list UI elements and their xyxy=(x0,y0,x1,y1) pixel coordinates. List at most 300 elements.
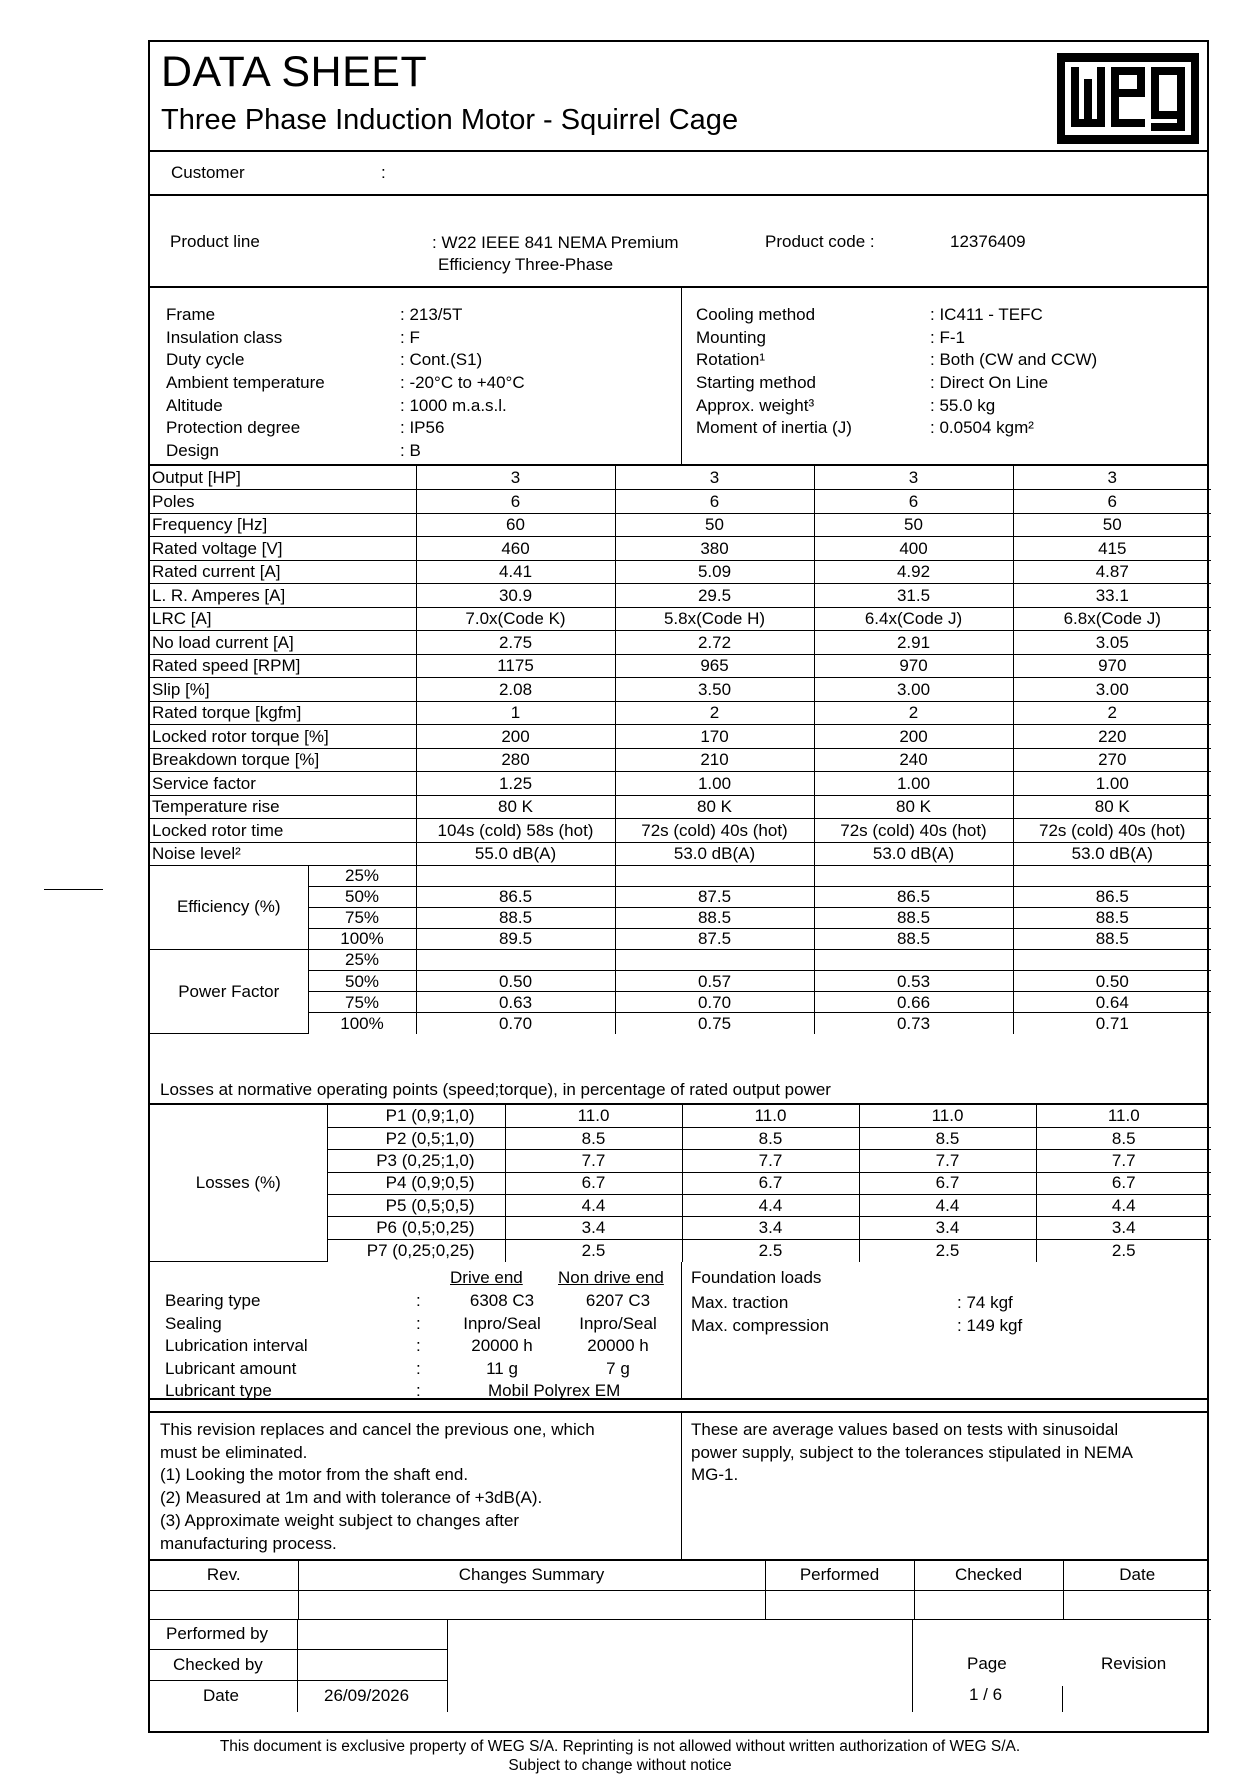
table-cell: 50 xyxy=(615,513,814,537)
load-point: 75% xyxy=(308,907,416,928)
product-code-value: 12376409 xyxy=(950,232,1026,251)
spec-row xyxy=(696,304,1206,327)
table-cell: 460 xyxy=(416,537,615,561)
table-cell: 3 xyxy=(615,466,814,490)
table-cell: 87.5 xyxy=(615,928,814,949)
spec-row xyxy=(166,417,676,440)
table-cell: 86.5 xyxy=(814,886,1013,907)
table-cell: 29.5 xyxy=(615,584,814,608)
table-cell: 1.00 xyxy=(1013,772,1211,796)
losses-label: Losses (%) xyxy=(150,1105,327,1262)
table-cell: 88.5 xyxy=(814,928,1013,949)
table-cell: 80 K xyxy=(1013,795,1211,819)
table-cell: 0.70 xyxy=(416,1013,615,1034)
column-divider xyxy=(681,1413,682,1559)
bearing-param-label: Lubrication interval xyxy=(165,1336,308,1356)
drive-end-value: Inpro/Seal xyxy=(463,1313,541,1333)
table-cell: 3.00 xyxy=(814,678,1013,702)
table-cell: 380 xyxy=(615,537,814,561)
table-cell: 4.4 xyxy=(859,1195,1036,1217)
product-line-section xyxy=(150,196,1207,288)
table-cell: 270 xyxy=(1013,748,1211,772)
table-cell: 6.7 xyxy=(1036,1172,1211,1194)
changes-summary-header: Changes Summary xyxy=(298,1561,765,1590)
signoff-block xyxy=(150,1619,1207,1735)
page-cell xyxy=(913,1619,1063,1712)
note-line: (1) Looking the motor from the shaft end. xyxy=(160,1465,469,1485)
table-row xyxy=(150,725,1211,749)
max-traction-label: Max. traction xyxy=(691,1293,789,1312)
revision-label: Revision xyxy=(1101,1654,1167,1673)
spec-value: : Cont.(S1) xyxy=(400,350,483,370)
foundation-loads-title: Foundation loads xyxy=(691,1268,822,1287)
table-row xyxy=(150,654,1211,678)
spec-label: Altitude xyxy=(166,395,223,415)
row-label: Slip [%] xyxy=(150,678,416,702)
table-cell: 2 xyxy=(615,701,814,725)
row-label: Rated speed [RPM] xyxy=(150,654,416,678)
table-cell: 0.53 xyxy=(814,970,1013,991)
table-cell: 200 xyxy=(416,725,615,749)
spec-value: : -20°C to +40°C xyxy=(400,373,525,393)
spec-value: : IC411 - TEFC xyxy=(930,305,1043,324)
spec-row xyxy=(166,327,676,350)
table-cell: 3.4 xyxy=(1036,1217,1211,1239)
row-label: Temperature rise xyxy=(150,795,416,819)
spec-value: : B xyxy=(400,441,421,461)
table-cell: 3 xyxy=(416,466,615,490)
table-cell: 240 xyxy=(814,748,1013,772)
revision-cell xyxy=(1063,1619,1209,1712)
row-label: Rated torque [kgfm] xyxy=(150,701,416,725)
spec-label: Ambient temperature xyxy=(166,373,325,393)
revision-table xyxy=(150,1561,1211,1620)
spec-label: Protection degree xyxy=(166,418,301,438)
load-point: 75% xyxy=(308,992,416,1013)
table-cell: 72s (cold) 40s (hot) xyxy=(1013,819,1211,843)
table-cell: 1175 xyxy=(416,654,615,678)
load-point: 100% xyxy=(308,928,416,949)
table-cell: 8.5 xyxy=(505,1127,682,1149)
table-cell: 86.5 xyxy=(1013,886,1211,907)
spec-label: Mounting xyxy=(696,327,766,347)
bearing-param-label: Sealing xyxy=(165,1313,222,1333)
note-line: These are average values based on tests with sinusoidal xyxy=(691,1420,1119,1439)
spec-value: : F-1 xyxy=(930,327,965,347)
table-cell: 4.4 xyxy=(505,1195,682,1217)
changes-summary-cell xyxy=(298,1590,765,1619)
page-subtitle: Three Phase Induction Motor - Squirrel Cage xyxy=(161,104,739,136)
table-row xyxy=(150,819,1211,843)
table-cell: 1.00 xyxy=(615,772,814,796)
spec-label: Frame xyxy=(166,305,216,324)
table-cell: 6.8x(Code J) xyxy=(1013,607,1211,631)
efficiency-label: Efficiency (%) xyxy=(150,865,308,949)
table-cell: 0.50 xyxy=(1013,970,1211,991)
spec-row xyxy=(696,327,1206,350)
table-cell: 2.5 xyxy=(859,1239,1036,1261)
table-cell: 3.4 xyxy=(859,1217,1036,1239)
spec-row xyxy=(696,395,1206,418)
table-cell: 88.5 xyxy=(1013,928,1211,949)
table-cell: 3 xyxy=(1013,466,1211,490)
table-cell: 6.7 xyxy=(682,1172,859,1194)
table-cell: 4.41 xyxy=(416,560,615,584)
table-row xyxy=(150,537,1211,561)
row-label: Poles xyxy=(150,490,416,514)
table-cell: 50 xyxy=(1013,513,1211,537)
table-cell: 0.71 xyxy=(1013,1013,1211,1034)
table-cell: 3.4 xyxy=(505,1217,682,1239)
product-line-label: Product line xyxy=(170,232,260,251)
table-row xyxy=(150,842,1211,866)
load-point: 50% xyxy=(308,886,416,907)
column-divider xyxy=(681,288,682,464)
note-line: (2) Measured at 1m and with tolerance of +3dB(A). xyxy=(160,1488,543,1508)
table-cell: 6.7 xyxy=(859,1172,1036,1194)
table-cell: 50 xyxy=(814,513,1013,537)
product-line-value xyxy=(432,232,679,276)
non-drive-end-value: 6207 C3 xyxy=(585,1291,651,1310)
bearing-param-label: Bearing type xyxy=(165,1291,261,1310)
table-cell: 4.4 xyxy=(682,1195,859,1217)
row-label: Breakdown torque [%] xyxy=(150,748,416,772)
table-cell: 3 xyxy=(814,466,1013,490)
table-cell: 970 xyxy=(814,654,1013,678)
spec-value: : 1000 m.a.s.l. xyxy=(400,395,507,415)
section-separator xyxy=(150,1398,1207,1400)
table-cell: 7.7 xyxy=(682,1150,859,1172)
signature-area xyxy=(448,1619,913,1712)
table-cell: 965 xyxy=(615,654,814,678)
product-line-value-2: Efficiency Three-Phase xyxy=(438,255,614,274)
bearing-section xyxy=(150,1262,1207,1413)
table-cell: 72s (cold) 40s (hot) xyxy=(615,819,814,843)
table-cell: 88.5 xyxy=(615,907,814,928)
page-title: DATA SHEET xyxy=(161,48,428,96)
efficiency-power-factor-table xyxy=(150,865,1211,1034)
table-cell: 4.4 xyxy=(1036,1195,1211,1217)
spec-row xyxy=(166,395,676,418)
table-cell: 0.75 xyxy=(615,1013,814,1034)
spec-value: : Direct On Line xyxy=(930,373,1049,393)
date-label: Date xyxy=(203,1686,239,1705)
table-cell: 11.0 xyxy=(505,1105,682,1127)
load-point: 25% xyxy=(308,949,416,970)
note-line: must be eliminated. xyxy=(160,1442,308,1462)
table-cell: 400 xyxy=(814,537,1013,561)
performed-by-value xyxy=(298,1619,448,1650)
row-label: Output [HP] xyxy=(150,466,416,490)
table-cell xyxy=(416,949,615,970)
table-row xyxy=(150,1105,1211,1127)
table-row xyxy=(150,886,1211,907)
spec-value: : 0.0504 kgm² xyxy=(930,418,1034,438)
table-cell: 210 xyxy=(615,748,814,772)
customer-label: Customer xyxy=(171,163,245,182)
spec-row xyxy=(696,349,1206,372)
performed-by-cell xyxy=(150,1619,298,1650)
table-cell: 89.5 xyxy=(416,928,615,949)
spec-value: : 55.0 kg xyxy=(930,395,996,415)
footer xyxy=(0,1737,1240,1775)
table-cell: 280 xyxy=(416,748,615,772)
non-drive-end-value: 7 g xyxy=(606,1359,630,1379)
performed-cell xyxy=(765,1590,914,1619)
table-cell: 5.8x(Code H) xyxy=(615,607,814,631)
page-label: Page xyxy=(967,1654,1007,1673)
table-cell: 88.5 xyxy=(416,907,615,928)
table-cell: 3.00 xyxy=(1013,678,1211,702)
table-row xyxy=(150,865,1211,886)
note-line: This revision replaces and cancel the previous one, which xyxy=(160,1420,595,1439)
margin-mark xyxy=(44,889,103,890)
table-cell: 1.00 xyxy=(814,772,1013,796)
losses-title: Losses at normative operating points (speed;torque), in percentage of rated output power xyxy=(160,1080,831,1099)
product-line-value-1: : W22 IEEE 841 NEMA Premium xyxy=(432,233,679,252)
table-cell: 11.0 xyxy=(1036,1105,1211,1127)
table-cell: 8.5 xyxy=(859,1127,1036,1149)
general-data-section xyxy=(150,288,1207,466)
spec-value: : 213/5T xyxy=(400,305,463,324)
table-cell: 8.5 xyxy=(1036,1127,1211,1149)
footer-line-1: This document is exclusive property of WEG S/A. Reprinting is not allowed without written authorization of WEG S/A. xyxy=(219,1738,1021,1755)
note-line: (3) Approximate weight subject to changes after xyxy=(160,1510,520,1530)
table-row xyxy=(150,772,1211,796)
table-cell: 2.72 xyxy=(615,631,814,655)
table-cell: 3.05 xyxy=(1013,631,1211,655)
table-cell: 88.5 xyxy=(1013,907,1211,928)
table-cell: 31.5 xyxy=(814,584,1013,608)
table-cell: 33.1 xyxy=(1013,584,1211,608)
load-point: 100% xyxy=(308,1013,416,1034)
table-cell: 2.91 xyxy=(814,631,1013,655)
table-cell: 3.4 xyxy=(682,1217,859,1239)
lubricant-type-colon: : xyxy=(416,1381,421,1400)
table-cell: 5.09 xyxy=(615,560,814,584)
spec-row xyxy=(696,417,1206,440)
checked-by-label: Checked by xyxy=(173,1655,263,1674)
table-cell: 2.5 xyxy=(682,1239,859,1261)
row-label: L. R. Amperes [A] xyxy=(150,584,416,608)
spec-label: Cooling method xyxy=(696,305,816,324)
table-cell: 55.0 dB(A) xyxy=(416,842,615,866)
table-cell: 80 K xyxy=(615,795,814,819)
spec-value: : F xyxy=(400,327,420,347)
load-point: 25% xyxy=(308,865,416,886)
drive-end-value: 6308 C3 xyxy=(469,1291,535,1310)
table-row xyxy=(150,560,1211,584)
spec-label: Insulation class xyxy=(166,327,283,347)
rev-cell xyxy=(150,1590,298,1619)
table-cell: 53.0 dB(A) xyxy=(1013,842,1211,866)
checked-cell xyxy=(914,1590,1063,1619)
table-row xyxy=(150,607,1211,631)
table-cell xyxy=(814,949,1013,970)
row-label: Locked rotor time xyxy=(150,819,416,843)
table-row xyxy=(150,1013,1211,1034)
table-cell: 6.4x(Code J) xyxy=(814,607,1013,631)
table-cell: 80 K xyxy=(814,795,1013,819)
table-cell: 6 xyxy=(814,490,1013,514)
operating-point: P5 (0,5;0,5) xyxy=(327,1195,505,1217)
table-cell: 0.70 xyxy=(615,992,814,1013)
lubricant-type-value: Mobil Polyrex EM xyxy=(488,1381,621,1400)
spec-row xyxy=(696,372,1206,395)
footer-line-2: Subject to change without notice xyxy=(508,1757,732,1774)
column-divider xyxy=(681,1262,682,1398)
checked-header: Checked xyxy=(914,1561,1063,1590)
operating-point: P2 (0,5;1,0) xyxy=(327,1127,505,1149)
operating-point: P7 (0,25;0,25) xyxy=(327,1239,505,1261)
table-row xyxy=(150,513,1211,537)
max-compression-value: : 149 kgf xyxy=(957,1316,1023,1335)
table-cell: 7.7 xyxy=(1036,1150,1211,1172)
bearing-param-colon: : xyxy=(416,1313,421,1333)
operating-point: P1 (0,9;1,0) xyxy=(327,1105,505,1127)
table-cell: 30.9 xyxy=(416,584,615,608)
notes-left xyxy=(160,1419,670,1555)
page-value: 1 / 6 xyxy=(969,1685,1003,1704)
date-value-cell xyxy=(298,1681,448,1712)
row-label: Locked rotor torque [%] xyxy=(150,725,416,749)
table-cell: 4.87 xyxy=(1013,560,1211,584)
table-row xyxy=(150,701,1211,725)
spec-row xyxy=(166,349,676,372)
table-cell xyxy=(416,865,615,886)
date-header: Date xyxy=(1063,1561,1211,1590)
table-cell: 1 xyxy=(416,701,615,725)
spec-row xyxy=(166,440,676,463)
table-cell: 2.5 xyxy=(505,1239,682,1261)
table-row xyxy=(150,678,1211,702)
drive-end-value: 11 g xyxy=(486,1359,518,1379)
performance-table xyxy=(150,466,1211,866)
lubricant-type-label: Lubricant type xyxy=(165,1381,272,1400)
table-cell xyxy=(1013,949,1211,970)
table-cell: 0.57 xyxy=(615,970,814,991)
table-cell: 60 xyxy=(416,513,615,537)
row-label: LRC [A] xyxy=(150,607,416,631)
table-row xyxy=(150,795,1211,819)
spec-row xyxy=(166,304,676,327)
table-cell: 0.64 xyxy=(1013,992,1211,1013)
spec-label: Duty cycle xyxy=(166,350,245,370)
non-drive-end-value: Inpro/Seal xyxy=(579,1313,657,1333)
table-cell: 11.0 xyxy=(859,1105,1036,1127)
table-row xyxy=(150,949,1211,970)
table-cell: 6 xyxy=(416,490,615,514)
table-cell: 0.73 xyxy=(814,1013,1013,1034)
table-cell xyxy=(814,865,1013,886)
table-cell: 2.5 xyxy=(1036,1239,1211,1261)
table-cell: 220 xyxy=(1013,725,1211,749)
spec-value: : Both (CW and CCW) xyxy=(930,350,1098,370)
bearing-param-colon: : xyxy=(416,1336,421,1356)
table-cell: 8.5 xyxy=(682,1127,859,1149)
drive-end-header: Drive end xyxy=(450,1268,523,1287)
checked-by-value xyxy=(298,1650,448,1681)
row-label: Rated current [A] xyxy=(150,560,416,584)
table-cell: 6.7 xyxy=(505,1172,682,1194)
notes-section xyxy=(150,1413,1207,1561)
table-cell: 1.25 xyxy=(416,772,615,796)
product-code-label: Product code : xyxy=(765,232,875,251)
table-cell: 200 xyxy=(814,725,1013,749)
sheet-header xyxy=(150,42,1207,152)
note-line: MG-1. xyxy=(691,1465,739,1485)
table-cell: 104s (cold) 58s (hot) xyxy=(416,819,615,843)
power-factor-label: Power Factor xyxy=(150,949,308,1033)
table-cell: 3.50 xyxy=(615,678,814,702)
note-line: power supply, subject to the tolerances stipulated in NEMA xyxy=(691,1442,1133,1462)
table-cell: 170 xyxy=(615,725,814,749)
table-cell: 6 xyxy=(615,490,814,514)
table-row xyxy=(150,970,1211,991)
table-row xyxy=(150,928,1211,949)
note-line: manufacturing process. xyxy=(160,1533,337,1553)
spec-label: Design xyxy=(166,441,219,461)
operating-point: P6 (0,5;0,25) xyxy=(327,1217,505,1239)
losses-table xyxy=(150,1105,1211,1262)
weg-logo xyxy=(1057,53,1199,144)
customer-row xyxy=(150,152,1207,196)
spec-label: Rotation¹ xyxy=(696,350,765,370)
customer-colon: : xyxy=(381,163,386,182)
table-row xyxy=(150,992,1211,1013)
table-row xyxy=(150,907,1211,928)
checked-by-cell xyxy=(150,1650,298,1681)
losses-title-row xyxy=(150,1065,1207,1105)
table-cell xyxy=(1013,865,1211,886)
table-cell: 86.5 xyxy=(416,886,615,907)
rev-header: Rev. xyxy=(150,1561,298,1590)
drive-end-value: 20000 h xyxy=(471,1336,533,1356)
table-cell: 4.92 xyxy=(814,560,1013,584)
row-label: No load current [A] xyxy=(150,631,416,655)
table-row xyxy=(150,490,1211,514)
notes-right xyxy=(691,1419,1201,1487)
operating-point: P4 (0,9;0,5) xyxy=(327,1172,505,1194)
table-cell xyxy=(615,949,814,970)
date-cell xyxy=(1063,1590,1211,1619)
performed-header: Performed xyxy=(765,1561,914,1590)
bearing-param-colon: : xyxy=(416,1291,421,1310)
table-row xyxy=(150,748,1211,772)
table-row xyxy=(150,466,1211,490)
table-cell: 87.5 xyxy=(615,886,814,907)
table-cell: 2 xyxy=(1013,701,1211,725)
table-cell: 7.0x(Code K) xyxy=(416,607,615,631)
row-label: Service factor xyxy=(150,772,416,796)
date-value: 26/09/2026 xyxy=(324,1686,410,1705)
non-drive-end-header: Non drive end xyxy=(558,1268,664,1287)
operating-point: P3 (0,25;1,0) xyxy=(327,1150,505,1172)
bearing-param-label: Lubricant amount xyxy=(165,1359,297,1379)
table-cell: 7.7 xyxy=(859,1150,1036,1172)
table-cell xyxy=(615,865,814,886)
table-cell: 0.66 xyxy=(814,992,1013,1013)
spec-label: Moment of inertia (J) xyxy=(696,418,852,438)
spec-value: : IP56 xyxy=(400,418,445,438)
table-row xyxy=(150,631,1211,655)
table-cell: 53.0 dB(A) xyxy=(814,842,1013,866)
performed-by-label: Performed by xyxy=(166,1624,269,1643)
table-cell: 88.5 xyxy=(814,907,1013,928)
spec-label: Approx. weight³ xyxy=(696,395,815,415)
row-label: Noise level² xyxy=(150,842,416,866)
table-cell: 72s (cold) 40s (hot) xyxy=(814,819,1013,843)
